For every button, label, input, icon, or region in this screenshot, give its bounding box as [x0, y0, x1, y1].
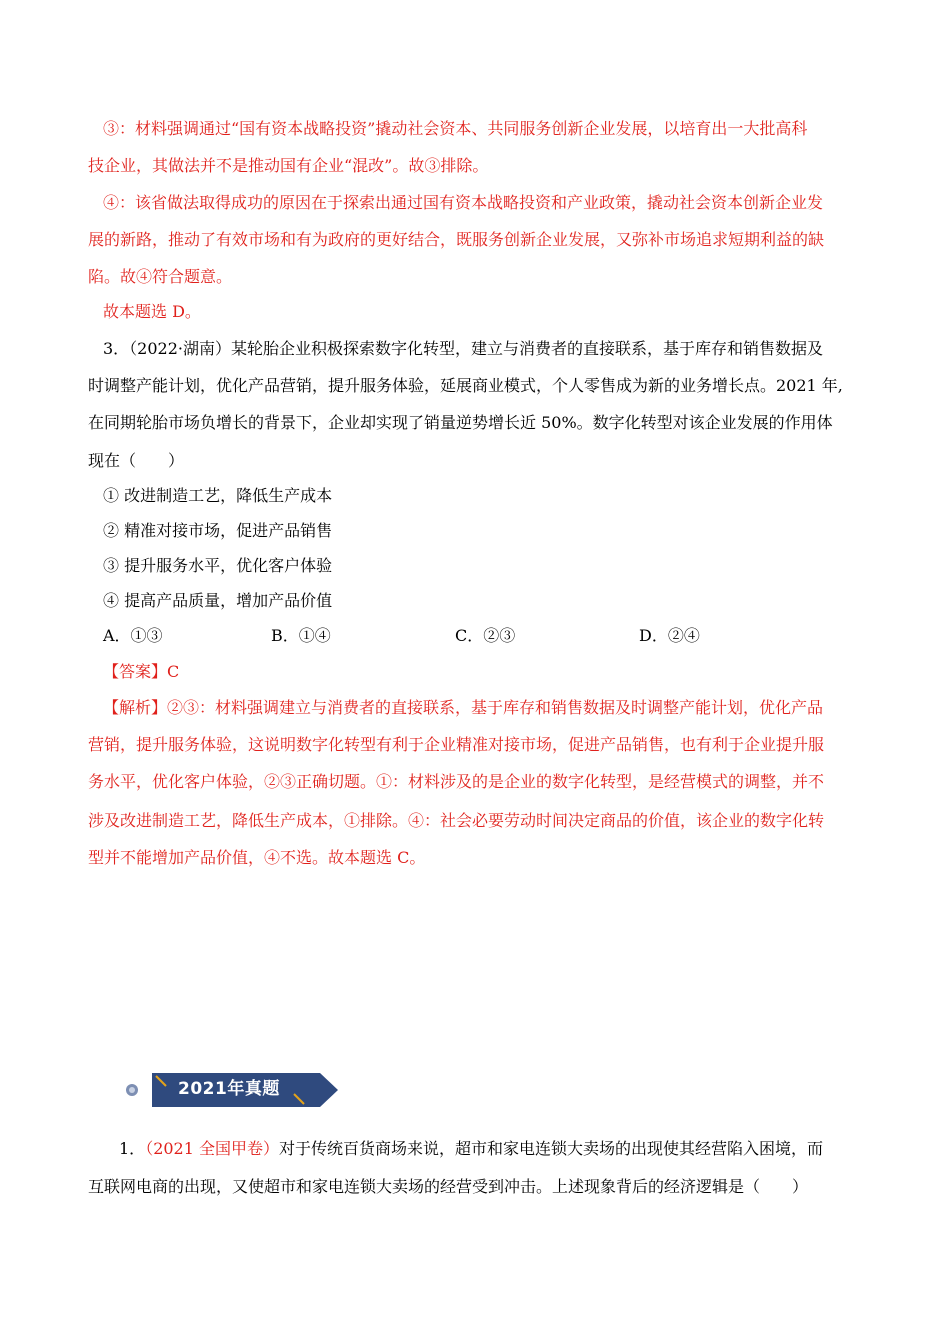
analysis-point-4-line-1: ④：该省做法取得成功的原因在于探索出通过国有资本战略投资和产业政策，撬动社会资本创新企业发 [103, 193, 824, 212]
question-3-answer: 【答案】C [103, 662, 180, 681]
question-3-analysis-line-4: 涉及改进制造工艺，降低生产成本，①排除。④：社会必要劳动时间决定商品的价值，该企业的数字化转 [88, 811, 825, 830]
analysis-point-3-line-1: ③：材料强调通过“国有资本战略投资”撬动社会资本、共同服务创新企业发展，以培育出一大批高科 [103, 119, 808, 138]
question-3-item-4: ④ 提高产品质量，增加产品价值 [103, 591, 333, 610]
question-1-source: （2021 全国甲卷） [145, 1139, 279, 1158]
analysis-point-4-line-2: 展的新路，推动了有效市场和有为政府的更好结合，既服务创新企业发展，又弥补市场追求短期利益的缺 [88, 230, 825, 249]
analysis-point-4-line-3: 陷。故④符合题意。 [88, 267, 233, 286]
question-3-analysis-line-1: 【解析】②③：材料强调建立与消费者的直接联系，基于库存和销售数据及时调整产能计划，优化产品 [103, 698, 824, 717]
question-3-option-b: B．①④ [271, 626, 331, 645]
question-3-item-3: ③ 提升服务水平，优化客户体验 [103, 556, 333, 575]
question-3-stem-line-2: 时调整产能计划，优化产品营销，提升服务体验，延展商业模式，个人零售成为新的业务增长点。2021 年, [88, 376, 843, 395]
question-1-stem-line-2: 互联网电商的出现，又使超市和家电连锁大卖场的经营受到冲击。上述现象背后的经济逻辑是（ ） [88, 1177, 809, 1196]
analysis-conclusion: 故本题选 D。 [103, 302, 201, 321]
question-3-analysis-line-2: 营销，提升服务体验，这说明数字化转型有利于企业精准对接市场，促进产品销售，也有利于企业提升服 [88, 735, 825, 754]
question-3-option-d: D．②④ [639, 626, 700, 645]
question-1-stem-line-1 [119, 1138, 899, 1160]
question-3-option-a: A．①③ [103, 626, 163, 645]
section-title: 2021年真题 [178, 1079, 280, 1099]
question-3-analysis-line-3: 务水平，优化客户体验，②③正确切题。①：材料涉及的是企业的数字化转型，是经营模式的调整，并不 [88, 772, 825, 791]
question-1-stem-text: 对于传统百货商场来说，超市和家电连锁大卖场的出现使其经营陷入困境，而 [279, 1139, 824, 1158]
question-3-analysis-line-5: 型并不能增加产品价值，④不选。故本题选 C。 [88, 848, 426, 867]
question-1-number: 1． [119, 1139, 146, 1158]
question-3-option-c: C．②③ [455, 626, 516, 645]
question-3-stem-line-3: 在同期轮胎市场负增长的背景下，企业却实现了销量逆势增长近 50%。数字化转型对该企业发展的作用体 [88, 413, 833, 432]
question-3-item-1: ① 改进制造工艺，降低生产成本 [103, 486, 333, 505]
question-3-item-2: ② 精准对接市场，促进产品销售 [103, 521, 333, 540]
question-3-stem-line-4: 现在（ ） [88, 451, 185, 470]
analysis-point-3-line-2: 技企业，其做法并不是推动国有企业“混改”。故③排除。 [88, 156, 489, 175]
question-3-stem-line-1: 3．（2022·湖南）某轮胎企业积极探索数字化转型，建立与消费者的直接联系，基于库存和销售数据及 [103, 339, 823, 358]
